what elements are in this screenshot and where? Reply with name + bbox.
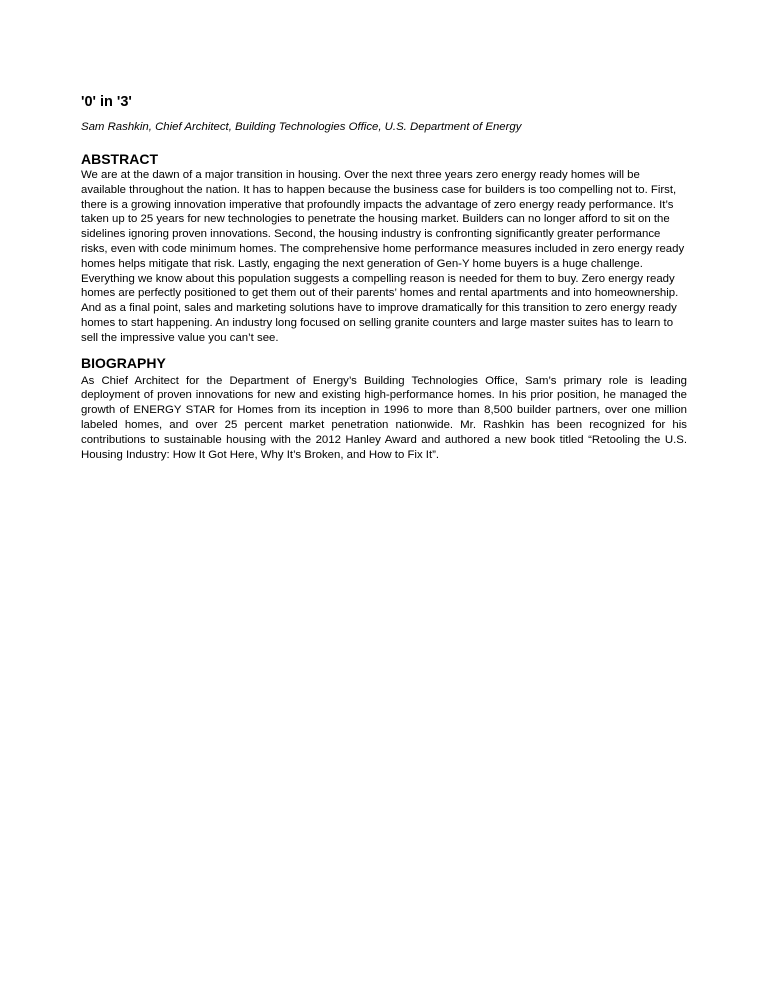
document-page xyxy=(81,94,687,462)
biography-heading: BIOGRAPHY xyxy=(81,354,166,371)
abstract-heading: ABSTRACT xyxy=(81,151,158,167)
author-line: Sam Rashkin, Chief Architect, Building Technologies Office, U.S. Department of Energy xyxy=(81,121,522,133)
document-title: '0' in '3' xyxy=(81,94,132,110)
abstract-text: We are at the dawn of a major transition in housing. Over the next three years zero energy ready homes will be available throughout the nation. It has to happen because the business case for builders is too compelling not to. First, there is a growing innovation imperative that profoundly impacts the advantage of zero energy ready performance. It’s taken up to 25 years for new technologies to penetrate the housing market. Builders can no longer afford to sit on the sidelines ignoring proven innovations. Second, the housing industry is confronting significantly greater performance risks, even with code minimum homes. The comprehensive home performance measures included in zero energy ready homes helps mitigate that risk. Lastly, engaging the next generation of Gen-Y home buyers is a huge challenge. Everything we know about this population suggests a compelling reason is needed for them to buy. Zero energy ready homes are perfectly positioned to get them out of their parents’ homes and rental apartments and into homeownership. And as a final point, sales and marketing solutions have to improve dramatically for this transition to zero energy ready homes to start happening. An industry long focused on selling granite counters and large master suites has to learn to sell the impressive value you can’t see. xyxy=(81,169,685,344)
biography-text: As Chief Architect for the Department of Energy’s Building Technologies Office, Sam’s primary role is leading deployment of proven innovations for new and existing high-performance homes. In his prior position, he managed the growth of ENERGY STAR for Homes from its inception in 1996 to more than 8,500 builder partners, over one million labeled homes, and over 25 percent market penetration nationwide. Mr. Rashkin has been recognized for his contributions to sustainable housing with the 2012 Hanley Award and authored a new book titled “Retooling the U.S. Housing Industry: How It Got Here, Why It’s Broken, and How to Fix It”. xyxy=(81,374,687,461)
